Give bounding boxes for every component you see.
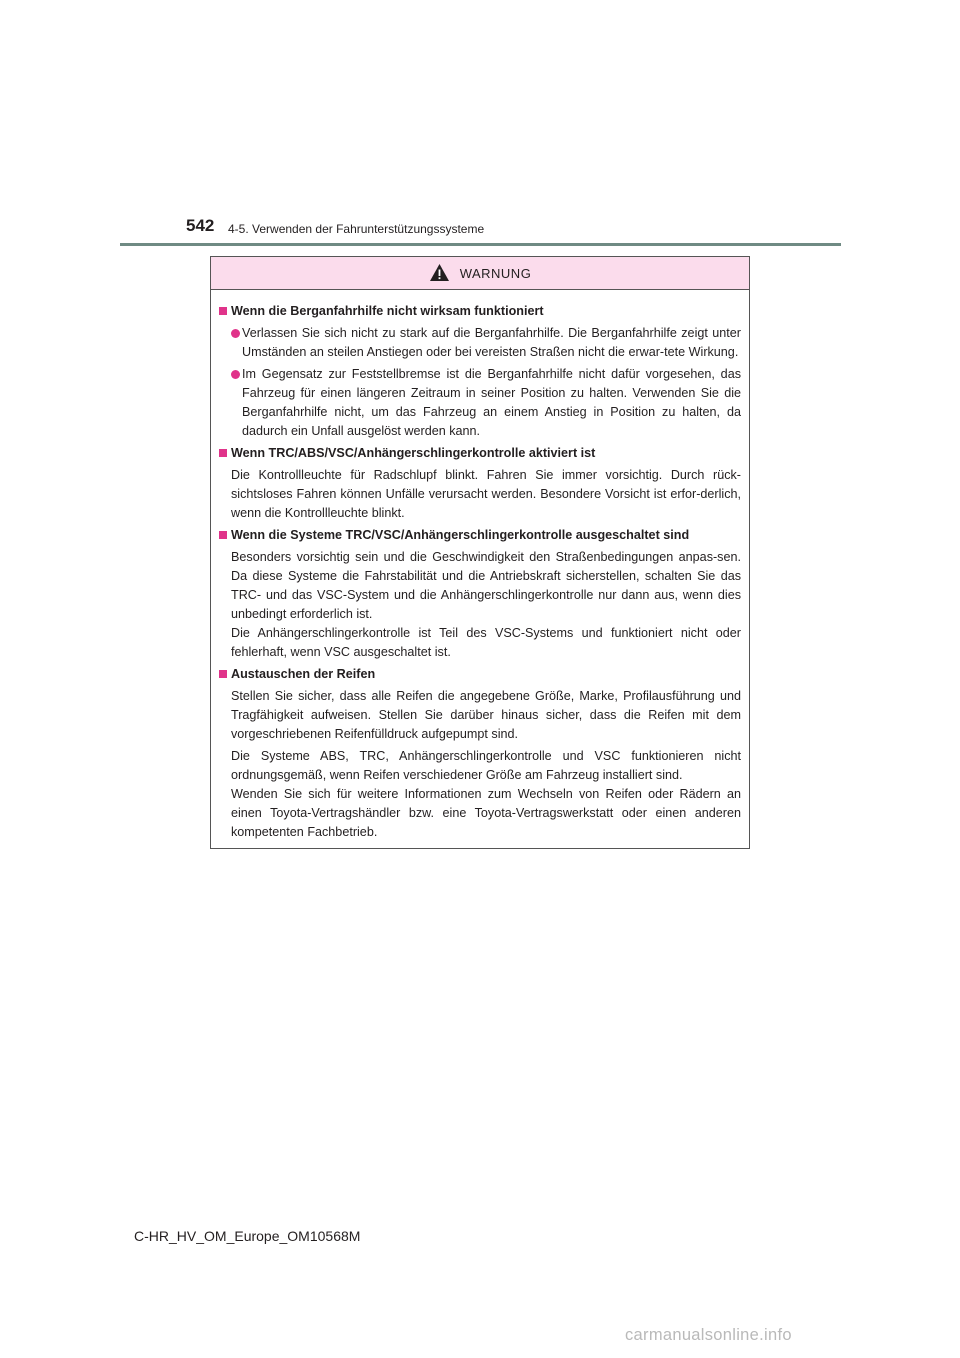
section-heading-text: Austauschen der Reifen (231, 667, 376, 681)
bullet-item (219, 324, 741, 362)
warning-title: WARNUNG (459, 265, 532, 281)
warning-section (219, 444, 741, 523)
bullet-text: Verlassen Sie sich nicht zu stark auf die Berganfahrhilfe. Die Berganfahrhilfe zeigt unter Umständen an steilen Anstiegen oder bei vereisten Straßen nicht die erwar-tete Wirkung. (242, 326, 741, 359)
warning-triangle-icon (429, 263, 450, 282)
warning-section (219, 526, 741, 662)
section-heading-text: Wenn die Systeme TRC/VSC/Anhängerschlingerkontrolle ausgeschaltet sind (231, 528, 690, 542)
square-bullet-icon (219, 449, 227, 457)
circle-bullet-icon (231, 329, 240, 338)
page-number: 542 (186, 216, 215, 235)
paragraph-line: Besonders vorsichtig sein und die Geschwindigkeit den Straßenbedingungen anpas-sen. Da diese Systeme die Fahrstabilität und die Antriebskraft sicherstellen, schalten Sie das TRC- und das VSC-System und die Anhängerschlingerkontrolle nur dann aus, wenn dies unbedingt erforderlich ist. (231, 550, 741, 621)
circle-bullet-icon (231, 370, 240, 379)
document-code: C-HR_HV_OM_Europe_OM10568M (134, 1228, 361, 1244)
section-heading-text: Wenn die Berganfahrhilfe nicht wirksam funktioniert (231, 304, 544, 318)
paragraph-line: Die Anhängerschlingerkontrolle ist Teil des VSC-Systems und funktioniert nicht oder fehlerhaft, wenn VSC ausgeschaltet ist. (231, 626, 741, 659)
warning-box (210, 256, 750, 849)
warning-header (211, 257, 749, 290)
paragraph: Stellen Sie sicher, dass alle Reifen die angegebene Größe, Marke, Profilausführung und Tragfähigkeit aufweisen. Stellen Sie darüber hinaus sicher, dass die Reifen mit dem vorgeschriebenen Reifenfülldruck aufgepumpt sind. (231, 689, 741, 741)
paragraph (219, 548, 741, 662)
paragraph: Die Kontrollleuchte für Radschlupf blinkt. Fahren Sie immer vorsichtig. Durch rück-sichtsloses Fahren können Unfälle verursacht werden. Besondere Vorsicht ist erfor-derlich, wenn die Kontrollleuchte blinkt. (231, 468, 741, 520)
paragraph-line: Wenden Sie sich für weitere Informationen zum Wechseln von Reifen oder Rädern an einen Toyota-Vertragshändler bzw. eine Toyota-Vertragswerkstatt oder einen anderen kompetenten Fachbetrieb. (231, 787, 741, 839)
section-heading-text: Wenn TRC/ABS/VSC/Anhängerschlingerkontrolle aktiviert ist (231, 446, 596, 460)
bullet-text: Im Gegensatz zur Feststellbremse ist die Berganfahrhilfe nicht dafür vorgesehen, das Fahrzeug für einen längeren Zeitraum in seiner Position zu halten. Verwenden Sie die Berganfahrhilfe nicht, um das Fahrzeug an einem Anstieg in Position zu halten, da dadurch ein Unfall ausgelöst werden kann. (242, 367, 741, 438)
section-heading (219, 444, 741, 463)
warning-body (211, 290, 749, 842)
warning-section (219, 302, 741, 441)
square-bullet-icon (219, 670, 227, 678)
section-heading (219, 665, 741, 684)
warning-section (219, 665, 741, 842)
square-bullet-icon (219, 531, 227, 539)
section-heading (219, 526, 741, 545)
paragraph-line: Die Systeme ABS, TRC, Anhängerschlingerkontrolle und VSC funktionieren nicht ordnungsgemäß, wenn Reifen verschiedener Größe am Fahrzeug installiert sind. (231, 749, 741, 782)
watermark-text[interactable]: carmanualsonline.info (625, 1326, 792, 1344)
paragraph (219, 747, 741, 842)
section-title: 4-5. Verwenden der Fahrunterstützungssysteme (228, 222, 485, 236)
bullet-item (219, 365, 741, 441)
section-heading (219, 302, 741, 321)
header-rule (120, 243, 841, 246)
square-bullet-icon (219, 307, 227, 315)
